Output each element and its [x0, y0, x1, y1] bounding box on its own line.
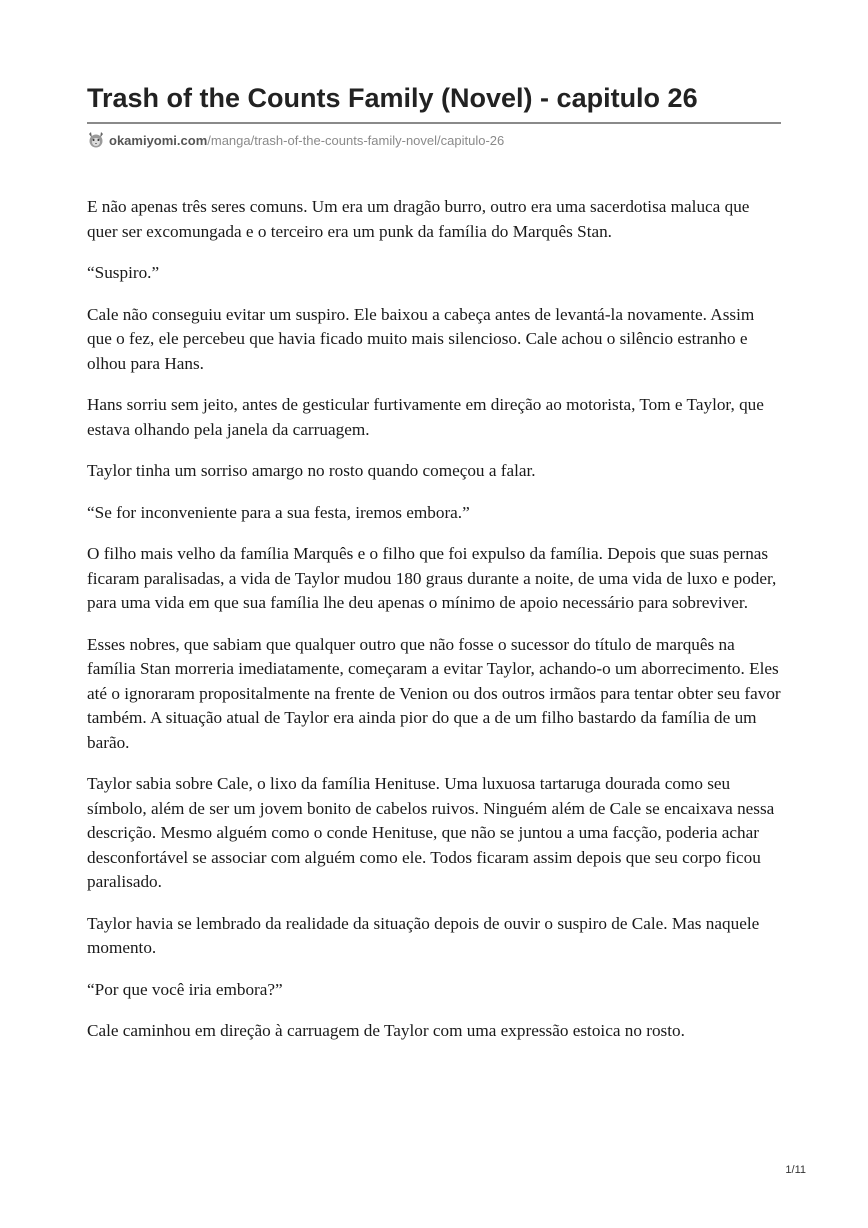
paragraph: Taylor sabia sobre Cale, o lixo da família Henituse. Uma luxuosa tartaruga dourada como seu símbolo, além de ser um jovem bonito de cabelos ruivos. Ninguém além de Cale se encaixava nessa descrição. Mesmo alguém como o conde Henituse, que não se juntou a uma facção, poderia achar desconfortável se associar com alguém como ele. Todos ficaram assim depois que seu corpo ficou paralisado.: [87, 774, 775, 891]
wolf-favicon-icon: [87, 131, 105, 149]
paragraph: Cale não conseguiu evitar um suspiro. Ele baixou a cabeça antes de levantá-la novamente. Assim que o fez, ele percebeu que havia ficado muito mais silencioso. Cale achou o silêncio estranho e olhou para Hans.: [87, 304, 755, 373]
paragraph: Taylor havia se lembrado da realidade da situação depois de ouvir o suspiro de Cale. Mas naquele momento.: [87, 913, 760, 957]
paragraph: “Por que você iria embora?”: [87, 979, 283, 999]
title-divider: [87, 122, 781, 124]
paragraph: “Se for inconveniente para a sua festa, iremos embora.”: [87, 502, 470, 522]
paragraph: E não apenas três seres comuns. Um era um dragão burro, outro era uma sacerdotisa maluca que quer ser excomungada e o terceiro era um punk da família do Marquês Stan.: [87, 197, 750, 241]
chapter-content: [87, 195, 781, 1044]
paragraph: “Suspiro.”: [87, 263, 160, 282]
source-path: /manga/trash-of-the-counts-family-novel/capitulo-26: [207, 132, 505, 148]
source-domain: okamiyomi.com: [109, 132, 208, 148]
source-link[interactable]: [109, 133, 504, 148]
document-page: [87, 80, 781, 1061]
source-line: [87, 129, 781, 151]
paragraph: Cale caminhou em direção à carruagem de Taylor com uma expressão estoica no rosto.: [87, 1021, 685, 1040]
page-title: Trash of the Counts Family (Novel) - capitulo 26: [87, 83, 698, 113]
paragraph: O filho mais velho da família Marquês e o filho que foi expulso da família. Depois que suas pernas ficaram paralisadas, a vida de Taylor mudou 180 graus durante a noite, de uma vida de luxo e poder, para uma vida em que sua família lhe deu apenas o mínimo de apoio necessário para sobreviver.: [87, 544, 777, 612]
paragraph: Taylor tinha um sorriso amargo no rosto quando começou a falar.: [87, 461, 536, 480]
paragraph: Hans sorriu sem jeito, antes de gesticular furtivamente em direção ao motorista, Tom e Taylor, que estava olhando pela janela da carruagem.: [87, 395, 764, 439]
paragraph: Esses nobres, que sabiam que qualquer outro que não fosse o sucessor do título de marquês na família Stan morreria imediatamente, começaram a evitar Taylor, achando-o um aborrecimento. Eles até o ignoraram propositalmente na frente de Venion ou dos outros irmãos para tentar obter seu favor também. A situação atual de Taylor era ainda pior do que a de um filho bastardo da família de um barão.: [87, 634, 781, 752]
page-number: 1/11: [785, 1164, 806, 1176]
